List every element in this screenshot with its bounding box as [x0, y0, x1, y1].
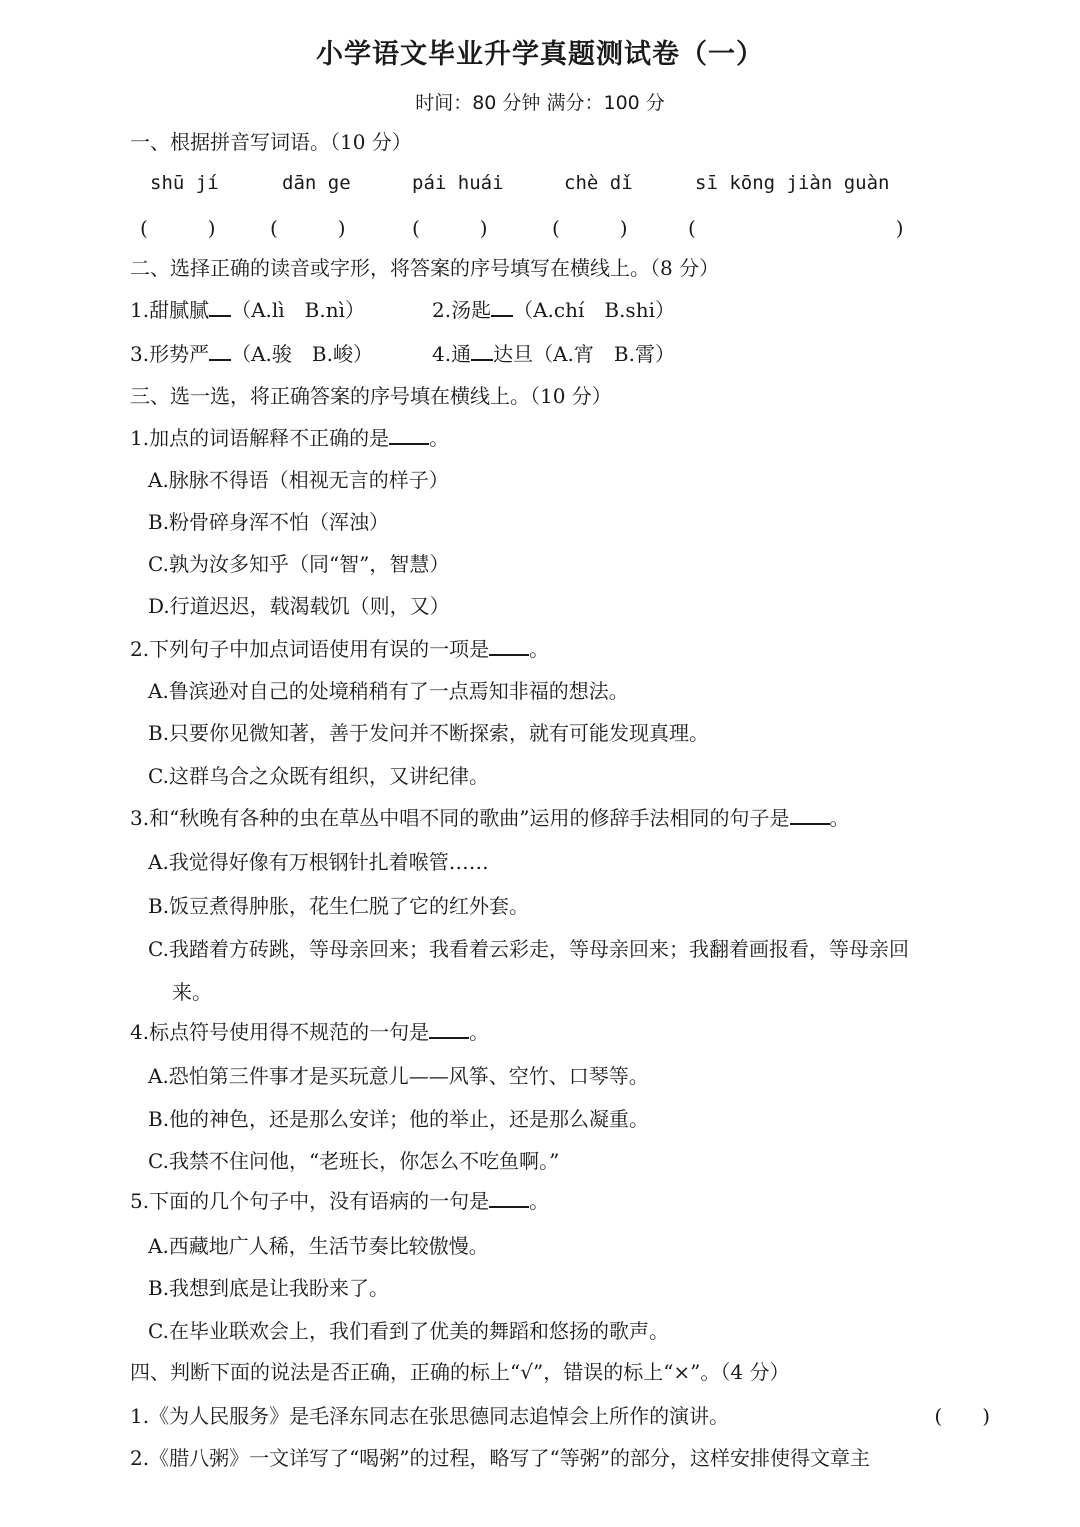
- s3-q5-option-a: A.西藏地广人稀，生活节奏比较傲慢。: [148, 1234, 489, 1258]
- s2-q2: 2.汤匙: [432, 298, 492, 322]
- s3-q5: [130, 1187, 990, 1215]
- s2-row-1: [130, 296, 990, 324]
- s3-q3-text: 3.和“秋晚有各种的虫在草丛中唱不同的歌曲”运用的修辞手法相同的句子是: [130, 806, 790, 830]
- s3-q3-option-a: A.我觉得好像有万根钢针扎着喉管……: [148, 850, 489, 874]
- s4-q2: 2.《腊八粥》一文详写了“喝粥”的过程，略写了“等粥”的部分，这样安排使得文章主: [130, 1446, 870, 1470]
- section-3-heading: 三、选一选，将正确答案的序号填在横线上。（10 分）: [130, 384, 612, 408]
- s2-q4-suffix: 达旦: [493, 342, 534, 366]
- section-1-heading: 一、根据拼音写词语。（10 分）: [130, 130, 412, 154]
- s3-q4-end: 。: [469, 1020, 490, 1044]
- s3-q1-option-d: D.行道迟迟，载渴载饥（则，又）: [148, 594, 450, 618]
- s2-q4-prefix: 4.通: [432, 342, 472, 366]
- s2-q4-blank[interactable]: [471, 341, 493, 361]
- s3-q1-option-b: B.粉骨碎身浑不怕（浑浊）: [148, 510, 390, 534]
- s3-q3-option-c-cont: 来。: [172, 980, 212, 1004]
- s3-q2-end: 。: [529, 637, 550, 661]
- s3-q4-option-b: B.他的神色，还是那么安详；他的举止，还是那么凝重。: [148, 1107, 650, 1131]
- pinyin-5: sī kōng jiàn guàn: [695, 172, 890, 194]
- section-4-heading: 四、判断下面的说法是否正确，正确的标上“√”，错误的标上“×”。（4 分）: [130, 1360, 790, 1384]
- s3-q3-option-c: C.我踏着方砖跳，等母亲回来；我看着云彩走，等母亲回来；我翻着画报看，等母亲回: [148, 937, 909, 961]
- pinyin-2: dān ge: [282, 172, 351, 194]
- s2-q2-group: [432, 296, 675, 324]
- s4-q1-answer-paren[interactable]: ( ): [934, 1404, 990, 1428]
- s3-q4: [130, 1018, 990, 1046]
- s3-q1-option-a: A.脉脉不得语（相视无言的样子）: [148, 468, 449, 492]
- s3-q4-text: 4.标点符号使用得不规范的一句是: [130, 1020, 430, 1044]
- s3-q1-blank[interactable]: [389, 425, 429, 445]
- s2-q4-options: （A.宵 B.霄）: [533, 342, 675, 366]
- s4-q1-text: 1.《为人民服务》是毛泽东同志在张思德同志追悼会上所作的演讲。: [130, 1404, 730, 1428]
- s3-q5-text: 5.下面的几个句子中，没有语病的一句是: [130, 1189, 490, 1213]
- s3-q2: [130, 635, 990, 663]
- s3-q5-option-b: B.我想到底是让我盼来了。: [148, 1276, 390, 1300]
- s4-q1: [130, 1402, 990, 1430]
- exam-time-score: 时间：80 分钟 满分：100 分: [415, 92, 665, 114]
- s2-q1: 1.甜腻腻: [130, 298, 210, 322]
- s3-q2-option-b: B.只要你见微知著，善于发问并不断探索，就有可能发现真理。: [148, 721, 710, 745]
- s3-q1: [130, 424, 990, 452]
- s3-q5-option-c: C.在毕业联欢会上，我们看到了优美的舞蹈和悠扬的歌声。: [148, 1319, 669, 1343]
- s3-q3-blank[interactable]: [790, 805, 830, 825]
- pinyin-4: chè dǐ: [564, 172, 633, 194]
- s3-q2-blank[interactable]: [489, 636, 529, 656]
- section-2-heading: 二、选择正确的读音或字形，将答案的序号填写在横线上。（8 分）: [130, 256, 720, 280]
- s2-q3: 3.形势严: [130, 342, 210, 366]
- exam-title: 小学语文毕业升学真题测试卷（一）: [316, 39, 764, 70]
- s2-row-2: [130, 340, 990, 368]
- s3-q3-end: 。: [829, 806, 850, 830]
- s3-q5-blank[interactable]: [489, 1188, 529, 1208]
- s3-q1-option-c: C.孰为汝多知乎（同“智”，智慧）: [148, 552, 450, 576]
- s3-q4-blank[interactable]: [429, 1019, 469, 1039]
- s2-q1-blank[interactable]: [209, 297, 231, 317]
- answer-bracket-5[interactable]: ( ): [688, 216, 904, 240]
- answer-bracket-3[interactable]: ( ): [412, 216, 488, 240]
- s3-q2-text: 2.下列句子中加点词语使用有误的一项是: [130, 637, 490, 661]
- answer-bracket-1[interactable]: ( ): [140, 216, 216, 240]
- s2-q1-options: （A.lì B.nì）: [231, 298, 366, 322]
- s2-q3-options: （A.骏 B.峻）: [231, 342, 373, 366]
- s2-q4-group: [432, 340, 675, 368]
- answer-bracket-2[interactable]: ( ): [270, 216, 346, 240]
- s3-q3-option-b: B.饭豆煮得肿胀，花生仁脱了它的红外套。: [148, 894, 530, 918]
- s2-q2-options: （A.chí B.shi）: [513, 298, 675, 322]
- s3-q2-option-a: A.鲁滨逊对自己的处境稍稍有了一点焉知非福的想法。: [148, 679, 629, 703]
- s3-q4-option-c: C.我禁不住问他，“老班长，你怎么不吃鱼啊。”: [148, 1149, 560, 1173]
- s3-q5-end: 。: [529, 1189, 550, 1213]
- answer-bracket-4[interactable]: ( ): [552, 216, 628, 240]
- s3-q1-end: 。: [429, 426, 450, 450]
- s3-q3: [130, 804, 990, 832]
- s2-q2-blank[interactable]: [491, 297, 513, 317]
- s3-q4-option-a: A.恐怕第三件事才是买玩意儿——风筝、空竹、口琴等。: [148, 1064, 649, 1088]
- s3-q2-option-c: C.这群乌合之众既有组织，又讲纪律。: [148, 764, 489, 788]
- s3-q1-text: 1.加点的词语解释不正确的是: [130, 426, 390, 450]
- pinyin-1: shū jí: [150, 172, 219, 194]
- pinyin-3: pái huái: [412, 172, 504, 194]
- s2-q3-blank[interactable]: [209, 341, 231, 361]
